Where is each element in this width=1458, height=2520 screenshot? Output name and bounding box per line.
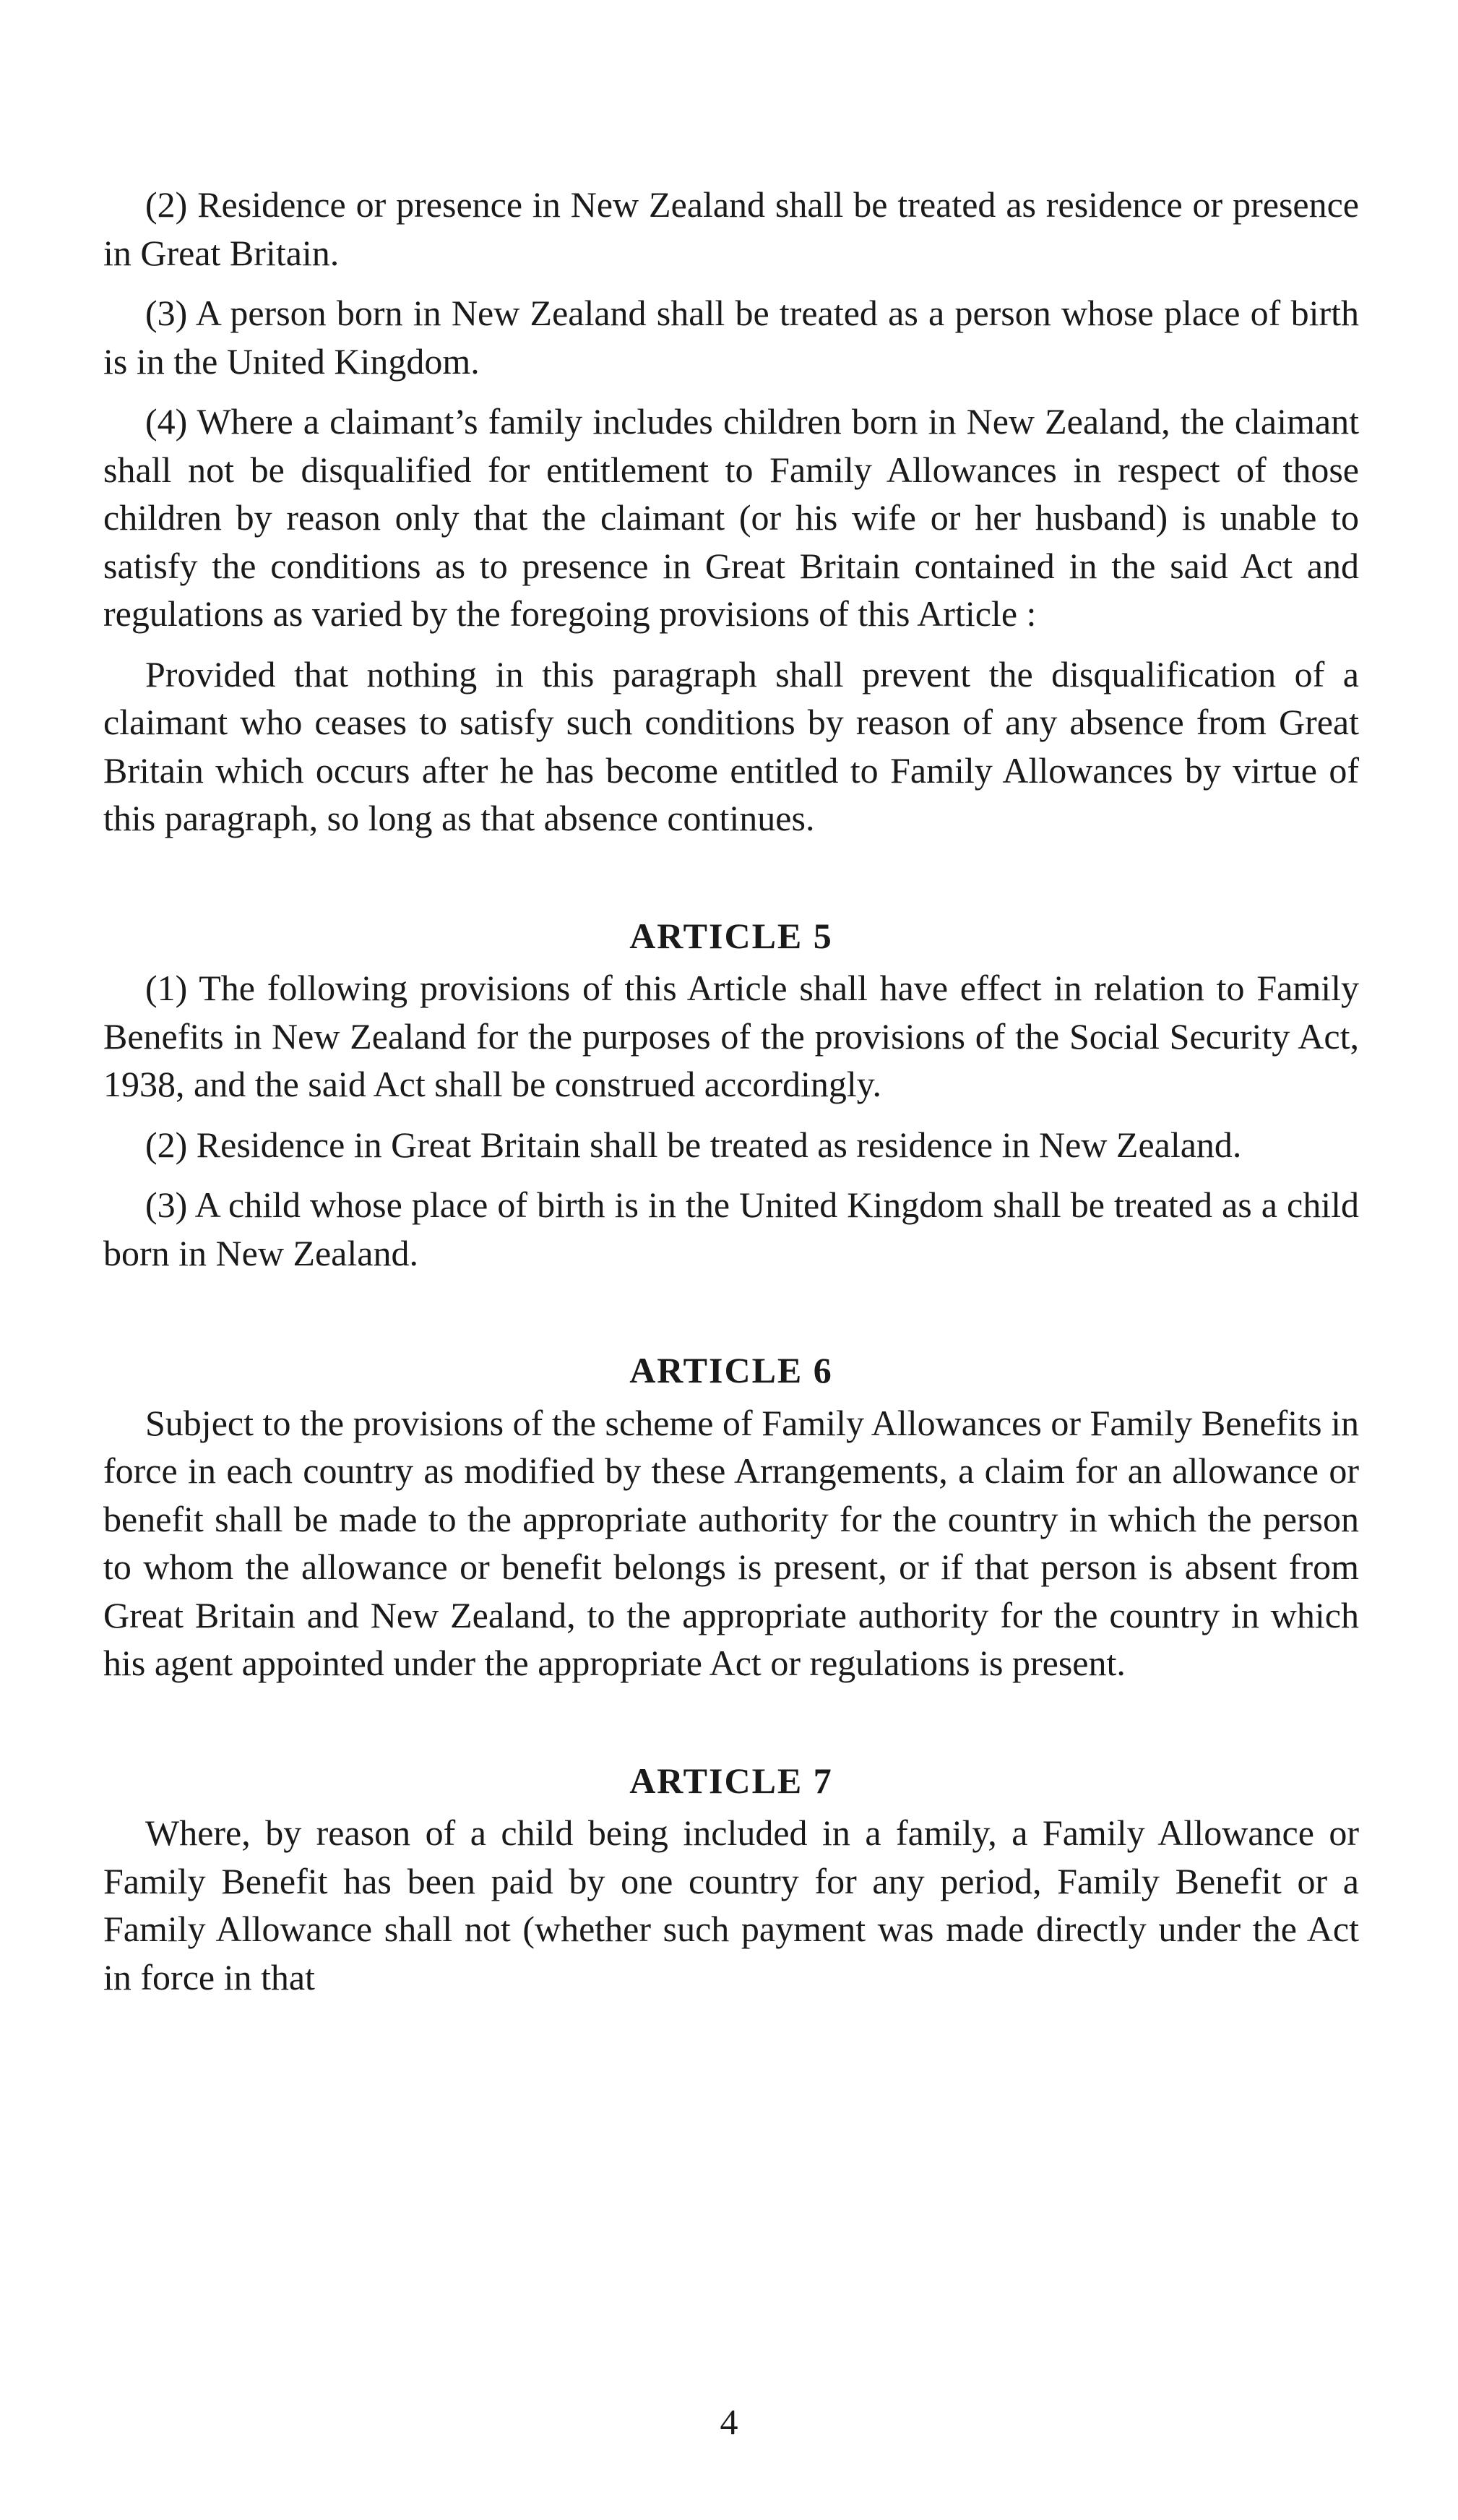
- paragraph-place-of-birth: (3) A person born in New Zealand shall be treated as a person whose place of birth is in the United Kingdom.: [103, 293, 1359, 382]
- article-7-section: [103, 1757, 1359, 2002]
- article-6-section: [103, 1346, 1359, 1687]
- article-7-paragraph-1: Where, by reason of a child being included in a family, a Family Allowance or Family Benefit has been paid by one country for any period, Family Benefit or a Family Allowance shall not (whether such payment was made directly under the Act in force in that: [103, 1812, 1359, 1997]
- article-6-heading: ARTICLE 6: [629, 1350, 833, 1390]
- article-5-paragraph-3: (3) A child whose place of birth is in the United Kingdom shall be treated as a child born in New Zealand.: [103, 1184, 1359, 1273]
- paragraph-residence-presence: (2) Residence or presence in New Zealand shall be treated as residence or presence in Great Britain.: [103, 184, 1359, 273]
- article-7-heading: ARTICLE 7: [629, 1760, 833, 1801]
- article-5-paragraph-2: (2) Residence in Great Britain shall be treated as residence in New Zealand.: [145, 1124, 1242, 1165]
- article-5-section: [103, 912, 1359, 1278]
- article-5-paragraph-1: (1) The following provisions of this Article shall have effect in relation to Family Benefits in New Zealand for the purposes of the provisions of the Social Security Act, 1938, and the said Act shall be construed accordingly.: [103, 968, 1359, 1104]
- article-6-paragraph-1: Subject to the provisions of the scheme of Family Allowances or Family Benefits in force in each country as modified by these Arrangements, a claim for an allowance or benefit shall be made to the appropriate authority for the country in which the person to whom the allowance or benefit belongs is present, or if that person is absent from Great Britain and New Zealand, to the appropriate authority for the country in which his agent appointed under the appropriate Act or regulations is present.: [103, 1402, 1359, 1683]
- page-number: 4: [720, 2401, 738, 2442]
- document-page: [103, 181, 1359, 2001]
- article-5-heading: ARTICLE 5: [629, 915, 833, 956]
- paragraph-children-born-nz: (4) Where a claimant’s family includes children born in New Zealand, the claimant shall not be disqualified for entitlement to Family Allowances in respect of those children by reason only that the claimant (or his wife or her husband) is unable to satisfy the conditions as to presence in Great Britain contained in the said Act and regulations as varied by the foregoing provisions of this Article :: [103, 401, 1359, 634]
- paragraph-proviso: Provided that nothing in this paragraph shall prevent the disqualification of a claimant who ceases to satisfy such conditions by reason of any absence from Great Britain which occurs after he has become entitled to Family Allowances by virtue of this paragraph, so long as that absence continues.: [103, 653, 1359, 838]
